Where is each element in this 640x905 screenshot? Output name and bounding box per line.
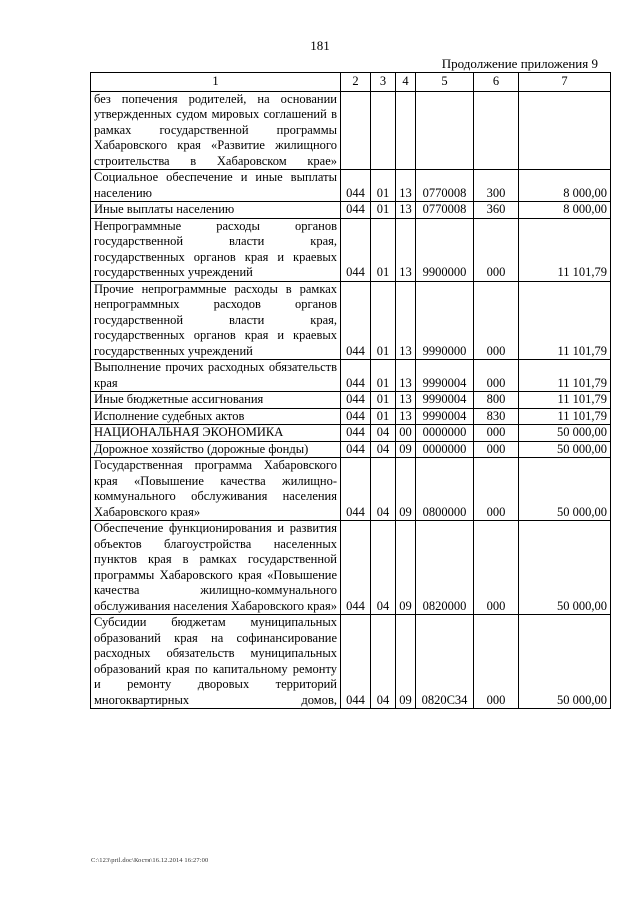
- row-col-4: 13: [396, 360, 416, 392]
- header-col-6: 6: [474, 73, 519, 92]
- row-col-5: 9990004: [416, 392, 474, 409]
- header-col-4: 4: [396, 73, 416, 92]
- row-col-5: 0000000: [416, 425, 474, 442]
- row-col-2: 044: [341, 521, 371, 615]
- row-col-6: 000: [474, 441, 519, 458]
- row-col-3: [371, 91, 396, 170]
- row-col-3: 01: [371, 360, 396, 392]
- row-col-4: 13: [396, 281, 416, 360]
- row-col-7: 11 101,79: [519, 218, 611, 281]
- row-col-5: 9990000: [416, 281, 474, 360]
- row-col-2: 044: [341, 360, 371, 392]
- row-col-3: 01: [371, 170, 396, 202]
- row-col-6: 000: [474, 425, 519, 442]
- row-col-5: 0000000: [416, 441, 474, 458]
- row-col-7: 8 000,00: [519, 170, 611, 202]
- row-col-3: 04: [371, 458, 396, 521]
- row-col-2: 044: [341, 202, 371, 219]
- row-description: Выполнение прочих расходных обязательств края: [91, 360, 341, 392]
- row-col-4: 13: [396, 392, 416, 409]
- row-col-2: [341, 91, 371, 170]
- row-col-2: 044: [341, 425, 371, 442]
- row-col-7: [519, 91, 611, 170]
- row-description: Государственная программа Хабаровского края «Повышение качества жилищно-коммунального обслуживания населения Хабаровского края»: [91, 458, 341, 521]
- table-row: [91, 392, 611, 409]
- table-row: [91, 360, 611, 392]
- row-col-6: 830: [474, 408, 519, 425]
- row-col-6: 300: [474, 170, 519, 202]
- row-col-5: 0770008: [416, 202, 474, 219]
- table-row: [91, 615, 611, 709]
- row-col-7: 11 101,79: [519, 408, 611, 425]
- row-col-2: 044: [341, 458, 371, 521]
- row-col-3: 04: [371, 615, 396, 709]
- row-col-5: 0820000: [416, 521, 474, 615]
- table-row: [91, 281, 611, 360]
- file-path-footer: C:\123\pril.doc\Костя\16.12.2014 16:27:00: [91, 857, 209, 864]
- row-col-6: 000: [474, 281, 519, 360]
- row-col-2: 044: [341, 615, 371, 709]
- row-col-6: 800: [474, 392, 519, 409]
- row-col-5: 0800000: [416, 458, 474, 521]
- row-description: Социальное обеспечение и иные выплаты населению: [91, 170, 341, 202]
- row-col-7: 50 000,00: [519, 615, 611, 709]
- row-col-7: 11 101,79: [519, 360, 611, 392]
- row-col-4: 09: [396, 521, 416, 615]
- row-col-6: 000: [474, 615, 519, 709]
- row-col-5: 0770008: [416, 170, 474, 202]
- row-col-3: 01: [371, 202, 396, 219]
- row-col-2: 044: [341, 441, 371, 458]
- row-col-3: 04: [371, 441, 396, 458]
- row-col-4: 13: [396, 170, 416, 202]
- row-col-7: 50 000,00: [519, 425, 611, 442]
- row-col-4: 09: [396, 458, 416, 521]
- row-col-5: 9990004: [416, 408, 474, 425]
- row-col-5: 9990004: [416, 360, 474, 392]
- row-col-2: 044: [341, 392, 371, 409]
- row-description: НАЦИОНАЛЬНАЯ ЭКОНОМИКА: [91, 425, 341, 442]
- row-col-3: 04: [371, 425, 396, 442]
- row-col-4: 13: [396, 202, 416, 219]
- table-row: [91, 425, 611, 442]
- row-col-6: 000: [474, 360, 519, 392]
- row-col-6: 000: [474, 521, 519, 615]
- row-col-2: 044: [341, 281, 371, 360]
- budget-table: [90, 72, 611, 709]
- table-row: [91, 218, 611, 281]
- row-col-2: 044: [341, 170, 371, 202]
- row-col-2: 044: [341, 218, 371, 281]
- row-col-7: 11 101,79: [519, 281, 611, 360]
- row-description: Исполнение судебных актов: [91, 408, 341, 425]
- row-col-6: [474, 91, 519, 170]
- row-col-3: 01: [371, 281, 396, 360]
- row-description: Обеспечение функционирования и развития объектов благоустройства населенных пунктов края в рамках государственной программы Хабаровского края «Повышение качества жилищно-коммунального обслуживания населения Хабаровского края»: [91, 521, 341, 615]
- header-row: [91, 73, 611, 92]
- row-description: Дорожное хозяйство (дорожные фонды): [91, 441, 341, 458]
- header-col-7: 7: [519, 73, 611, 92]
- row-description: Субсидии бюджетам муниципальных образований края на софинансирование расходных обязательств муниципальных образований края по капитальному ремонту и ремонту дворовых территорий многоквартирных домов,: [91, 615, 341, 709]
- header-col-3: 3: [371, 73, 396, 92]
- row-col-5: [416, 91, 474, 170]
- row-col-7: 50 000,00: [519, 458, 611, 521]
- table-row: [91, 441, 611, 458]
- row-col-4: 09: [396, 615, 416, 709]
- page-number: 181: [310, 38, 330, 53]
- table-row: [91, 91, 611, 170]
- continuation-label: Продолжение приложения 9: [441, 56, 598, 71]
- table-row: [91, 170, 611, 202]
- row-description: Непрограммные расходы органов государственной власти края, государственных органов края и краевых государственных учреждений: [91, 218, 341, 281]
- row-col-4: [396, 91, 416, 170]
- table-row: [91, 521, 611, 615]
- row-description: Иные выплаты населению: [91, 202, 341, 219]
- table-row: [91, 408, 611, 425]
- row-col-4: 13: [396, 218, 416, 281]
- row-description: Иные бюджетные ассигнования: [91, 392, 341, 409]
- row-col-4: 13: [396, 408, 416, 425]
- row-col-4: 00: [396, 425, 416, 442]
- row-col-2: 044: [341, 408, 371, 425]
- header-col-5: 5: [416, 73, 474, 92]
- table-row: [91, 458, 611, 521]
- row-col-3: 01: [371, 408, 396, 425]
- header-col-2: 2: [341, 73, 371, 92]
- table-row: [91, 202, 611, 219]
- header-col-1: 1: [91, 73, 341, 92]
- row-col-6: 000: [474, 458, 519, 521]
- row-col-5: 9900000: [416, 218, 474, 281]
- row-col-7: 50 000,00: [519, 441, 611, 458]
- row-col-6: 360: [474, 202, 519, 219]
- row-col-6: 000: [474, 218, 519, 281]
- row-col-3: 04: [371, 521, 396, 615]
- row-col-5: 0820С34: [416, 615, 474, 709]
- row-description: без попечения родителей, на основании утвержденных судом мировых соглашений в рамках государственной программы Хабаровского края «Развитие жилищного строительства в Хабаровском крае»: [91, 91, 341, 170]
- row-col-7: 11 101,79: [519, 392, 611, 409]
- row-col-3: 01: [371, 218, 396, 281]
- row-col-7: 50 000,00: [519, 521, 611, 615]
- row-col-4: 09: [396, 441, 416, 458]
- row-col-7: 8 000,00: [519, 202, 611, 219]
- row-col-3: 01: [371, 392, 396, 409]
- row-description: Прочие непрограммные расходы в рамках непрограммных расходов органов государственной власти края, государственных органов края и краевых государственных учреждений: [91, 281, 341, 360]
